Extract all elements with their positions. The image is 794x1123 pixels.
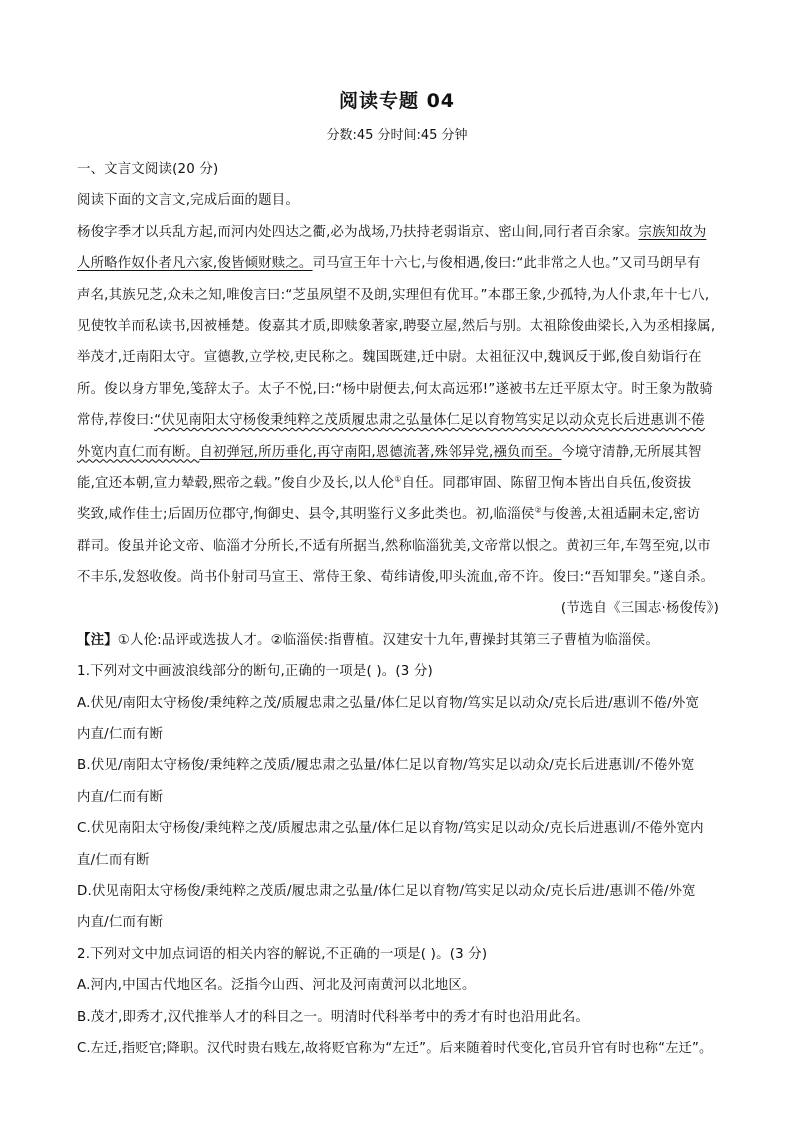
passage-text: 能,宜还本朝,宣力辇毂,熙帝之载。”俊自少及长,以人伦 <box>77 475 395 491</box>
answer-option-continued: 内直/仁而有断 <box>77 727 164 743</box>
passage-line: 见使牧羊而私读书,因被棰楚。俊嘉其才质,即赎象著家,聘娶立屋,然后与别。太祖除俊曲梁长,入为丞相掾属, <box>77 318 716 334</box>
passage-line <box>77 405 719 436</box>
answer-option: C.左迁,指贬官;降职。汉代时贵右贱左,故将贬官称为“左迁”。后来随着时代变化,官员升官有时也称“左迁”。 <box>77 1040 713 1056</box>
passage-line <box>77 248 719 279</box>
answer-option: A.伏见/南阳太守杨俊/秉纯粹之茂/质履忠肃之弘量/体仁足以育物/笃实足以动众/克长后进/惠训不倦/外宽 <box>77 695 700 711</box>
passage-text: 常侍,荐俊曰: <box>77 413 155 429</box>
passage-line <box>77 468 719 499</box>
document-body <box>77 154 719 1064</box>
answer-option: A.河内,中国古代地区名。泛指今山西、河北及河南黄河以北地区。 <box>77 978 476 994</box>
section-heading: 一、文言文阅读(20 分) <box>77 162 219 177</box>
wavy-underlined-text: 外宽内直仁而有断。 <box>77 444 200 460</box>
underlined-sentence: 人所略作奴仆者凡六家,俊皆倾财赎之。 <box>77 256 313 272</box>
underlined-sentence: 自初弹冠,所历垂化,再守南阳,恩德流著,殊邻异党,襁负而至。 <box>199 444 562 460</box>
notes-text: ①人伦:品评或选拔人才。②临淄侯:指曹植。汉建安十九年,曹操封其第三子曹植为临淄侯。 <box>117 632 659 648</box>
passage-line <box>77 217 719 248</box>
passage-line <box>77 499 719 530</box>
passage-text: 今境守清静,无所展其智 <box>561 444 702 460</box>
passage-line <box>77 437 719 468</box>
answer-option: B.伏见/南阳太守杨俊/秉纯粹之茂质/履忠肃之弘量/体仁足以育物/笃实足以动众/克长后进惠训/不倦外宽 <box>77 758 695 774</box>
notes <box>77 625 719 656</box>
answer-option-continued: 直/仁而有断 <box>77 852 150 868</box>
wavy-underlined-text: “伏见南阳太守杨俊秉纯粹之茂质履忠肃之弘量体仁足以育物笃实足以动众克长后进惠训不倦 <box>154 413 705 429</box>
underlined-sentence: 宗族知故为 <box>638 224 707 240</box>
passage-text: 与俊善,太祖适嗣未定,密访 <box>541 507 701 523</box>
footnote-marker: ① <box>394 474 402 484</box>
passage-line: 所。俊以身方罪免,笺辞太子。太子不悦,曰:“杨中尉便去,何太高远邪!”遂被书左迁平原太守。时王象为散骑 <box>77 381 713 397</box>
passage-line: 声名,其族兄芝,众未之知,唯俊言曰:“芝虽夙望不及朗,实理但有优耳。”本郡王象,少孤特,为人仆隶,年十七八, <box>77 287 710 303</box>
page-title: 阅读专题 04 <box>338 90 456 112</box>
footnote-marker: ② <box>534 505 542 515</box>
passage-line: 不丰乐,发怒收俊。尚书仆射司马宣王、常侍王象、荀纬请俊,叩头流血,帝不许。俊曰:“吾知罪矣。”遂自杀。 <box>77 570 715 586</box>
passage-text: 司马宣王年十六七,与俊相遇,俊曰:“此非常之人也。”又司马朗早有 <box>312 256 701 272</box>
passage-source: (节选自《三国志·杨俊传》) <box>560 601 719 617</box>
answer-option-continued: 内直/仁而有断 <box>77 789 164 805</box>
question-stem: 2.下列对文中加点词语的相关内容的解说,不正确的一项是( )。(3 分) <box>77 946 488 962</box>
answer-option: D.伏见南阳太守杨俊/秉纯粹之茂质/履忠肃之弘量/体仁足以育物/笃实足以动众/克长后进/惠训不倦/外宽 <box>77 883 696 899</box>
notes-label: 【注】 <box>77 632 118 648</box>
score-time-info: 分数:45 分时间:45 分钟 <box>326 128 468 143</box>
passage-line: 举茂才,迁南阳太守。宣德教,立学校,吏民称之。魏国既建,迁中尉。太祖征汉中,魏讽反于邺,俊自劾诣行在 <box>77 350 702 366</box>
answer-option-continued: 内直/仁而有断 <box>77 915 164 931</box>
passage-text: 杨俊字季才以兵乱方起,而河内处四达之衢,必为战场,乃扶持老弱诣京、密山间,同行者百余家。 <box>77 224 639 240</box>
instruction-text: 阅读下面的文言文,完成后面的题目。 <box>77 193 299 209</box>
passage-text: 自任。同郡审固、陈留卫恂本皆出自兵伍,俊资拔 <box>401 475 692 491</box>
passage-text: 奖致,咸作佳士;后固历位郡守,恂御史、县令,其明鉴行义多此类也。初,临淄侯 <box>77 507 535 523</box>
passage-line: 群司。俊虽并论文帝、临淄才分所长,不适有所据当,然称临淄犹美,文帝常以恨之。黄初三年,车驾至宛,以市 <box>77 538 711 554</box>
question-stem: 1.下列对文中画波浪线部分的断句,正确的一项是( )。(3 分) <box>77 664 433 680</box>
answer-option: B.茂才,即秀才,汉代推举人才的科目之一。明清时代科举考中的秀才有时也沿用此名。 <box>77 1009 590 1025</box>
answer-option: C.伏见南阳太守杨俊/秉纯粹之茂/质履忠肃之弘量/体仁足以育物/笃实足以动众/克长后进惠训/不倦外宽内 <box>77 821 704 837</box>
